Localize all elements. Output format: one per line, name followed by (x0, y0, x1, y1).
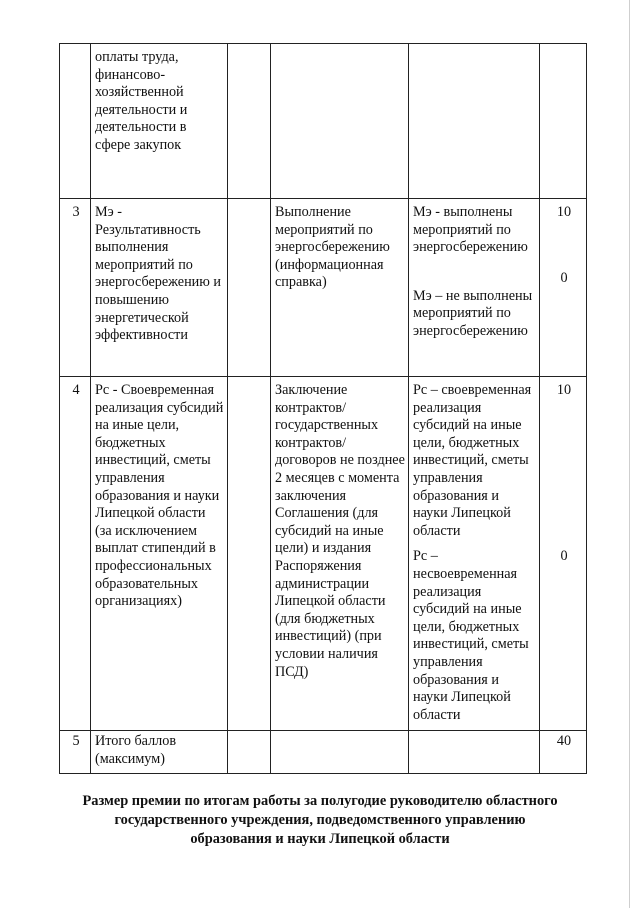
points-not-met: 0 (560, 269, 568, 286)
points-cell: 40 (540, 731, 587, 774)
table-row (60, 199, 587, 377)
document-cell (271, 44, 409, 199)
points-met: 10 (556, 204, 572, 220)
criterion-cell: Итого баллов (максимум) (91, 731, 228, 774)
condition-cell (409, 731, 540, 774)
section-heading: Размер премии по итогам работы за полугодие руководителю областного государственного учреждения, подведомственного управлению образования и науки Липецкой области (82, 793, 558, 847)
row-number: 4 (60, 377, 91, 731)
points-met: 10 (556, 382, 572, 398)
table-row (60, 377, 587, 731)
points-cell (540, 44, 587, 199)
document-cell: Заключение контрактов/государственных контрактов/договоров не позднее 2 месяцев с момента заключения Соглашения (для субсидий на иные цели) и издания Распоряжения администрации Липецкой области (для бюджетных инвестиций) (при условии наличия ПСД) (271, 377, 409, 731)
empty-cell (228, 731, 271, 774)
condition-not-met: Мэ – не выполнены мероприятий по энергосбережению (413, 287, 533, 339)
empty-cell (228, 44, 271, 199)
spacer (544, 400, 584, 548)
table-row (60, 731, 587, 774)
empty-cell (228, 377, 271, 731)
criterion-cell: Рс - Своевременная реализация субсидий на иные цели, бюджетных инвестиций, сметы управления образования и науки Липецкой области (за исключением выплат стипендий в профессиональных образовательных организациях) (91, 377, 228, 731)
empty-cell (228, 199, 271, 377)
condition-met: Рс – своевременная реализация субсидий на иные цели, бюджетных инвестиций, сметы управления образования и науки Липецкой области (413, 382, 532, 539)
points-not-met: 0 (560, 547, 568, 564)
spacer (544, 222, 584, 270)
points-cell (540, 377, 587, 731)
condition-cell (409, 199, 540, 377)
spacer (413, 540, 537, 548)
condition-met: Мэ - выполнены мероприятий по энергосбережению (413, 204, 528, 256)
criteria-table (59, 43, 587, 774)
row-number: 5 (60, 731, 91, 774)
criterion-cell: Мэ - Результативность выполнения мероприятий по энергосбережению и повышению энергетической эффективности (91, 199, 228, 377)
document-cell (271, 731, 409, 774)
spacer (413, 257, 537, 288)
row-number (60, 44, 91, 199)
page-edge (629, 0, 630, 908)
criterion-cell: оплаты труда, финансово-хозяйственной деятельности и деятельности в сфере закупок (91, 44, 228, 199)
row-number: 3 (60, 199, 91, 377)
document-cell: Выполнение мероприятий по энергосбережению (информационная справка) (271, 199, 409, 377)
table-row (60, 44, 587, 199)
condition-not-met: Рс – несвоевременная реализация субсидий на иные цели, бюджетных инвестиций, сметы управления образования и науки Липецкой области (413, 548, 529, 723)
condition-cell (409, 44, 540, 199)
points-cell (540, 199, 587, 377)
condition-cell (409, 377, 540, 731)
